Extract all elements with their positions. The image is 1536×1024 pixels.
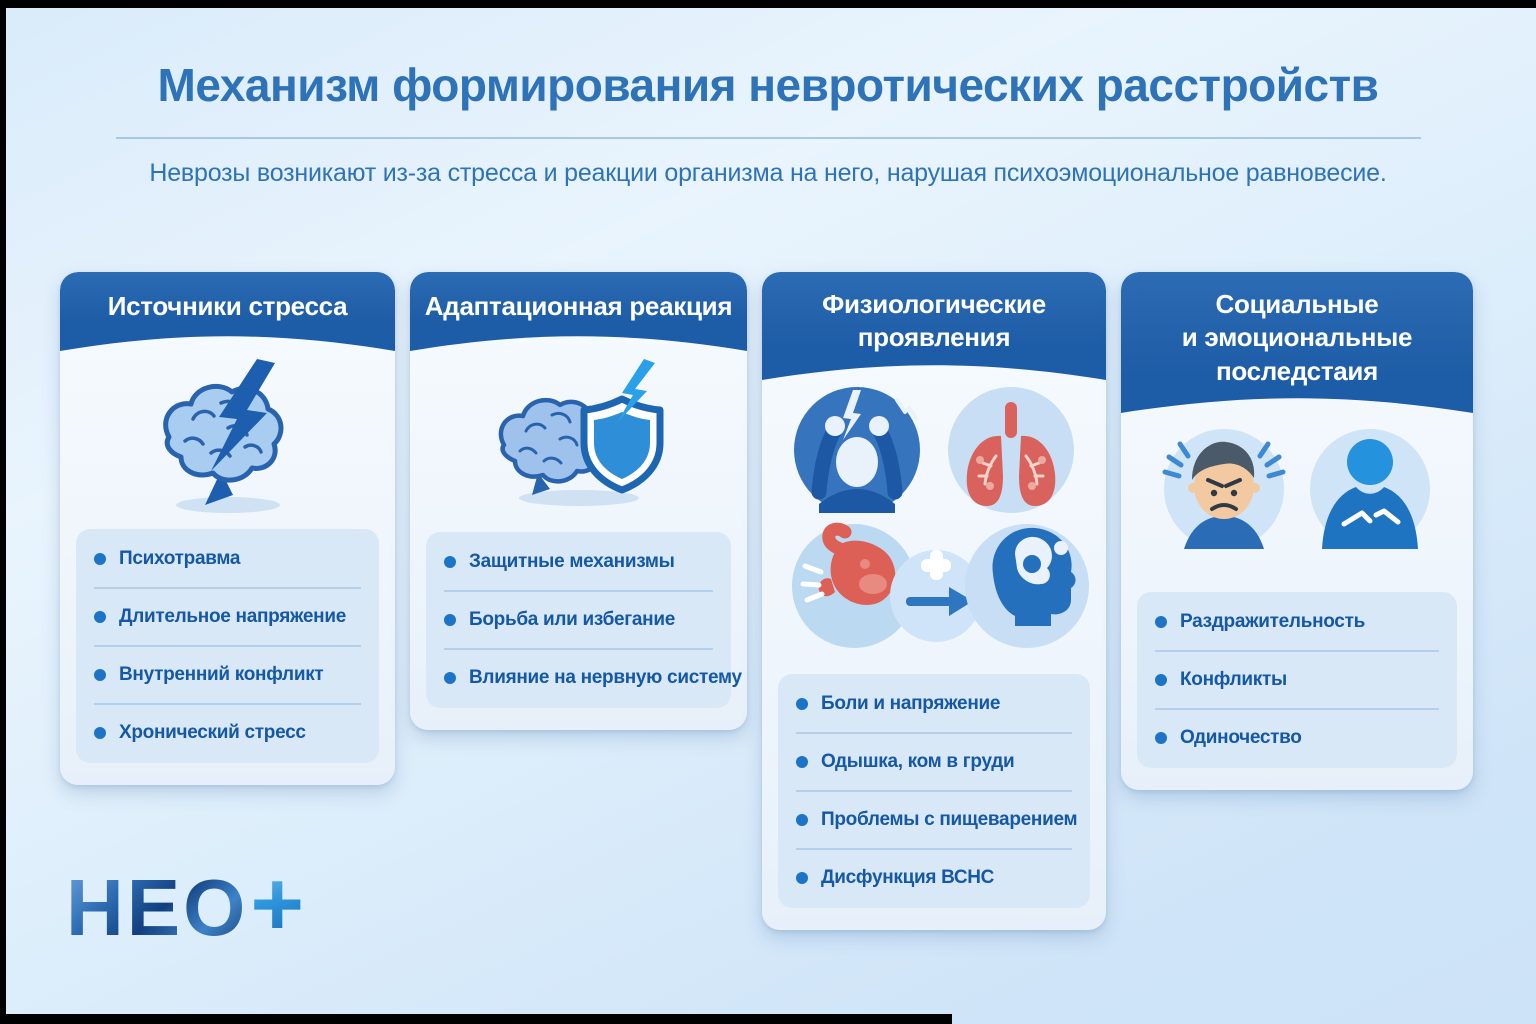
card-header <box>762 272 1106 380</box>
list-item-label: Влияние на нервную систему <box>469 667 742 688</box>
card-list <box>76 529 379 763</box>
list-item-label: Проблемы с пищеварением <box>821 809 1078 830</box>
list-item-label: Длительное напряжение <box>119 606 347 627</box>
page-subtitle: Неврозы возникают из-за стресса и реакции организма на него, нарушая психоэмоциональное равновесие. <box>149 159 1387 187</box>
list-item <box>444 650 742 706</box>
list-item <box>1155 710 1439 766</box>
card-list <box>426 532 742 708</box>
list-item-label: Одышка, ком в груди <box>821 751 1015 772</box>
card-title-line: Социальные <box>1215 289 1379 319</box>
list-item-label: Конфликты <box>1180 669 1287 690</box>
card-physiological <box>762 272 1106 930</box>
bullet-icon <box>444 556 456 568</box>
screen-edge-artifact-bottom <box>0 1014 952 1024</box>
physiological-symptoms-icons <box>769 380 1099 658</box>
card-stress-sources <box>60 272 395 785</box>
title-divider <box>116 137 1421 139</box>
list-item <box>796 792 1078 850</box>
neo-plus-logo <box>66 852 305 955</box>
header-wave-shape <box>762 356 1106 380</box>
bullet-icon <box>94 553 106 565</box>
headache-icon <box>794 387 920 513</box>
card-list <box>1137 592 1457 768</box>
card-title: Адаптационная реакция <box>424 291 733 322</box>
card-title-line: Физиологические <box>822 289 1046 319</box>
card-title: Источники стресса <box>107 291 348 322</box>
social-emotional-icons <box>1132 414 1462 564</box>
list-item <box>94 531 361 589</box>
list-item <box>444 534 713 592</box>
page-header <box>0 0 1536 188</box>
card-adaptation-reaction <box>410 272 747 730</box>
list-item-label: Борьба или избегание <box>469 609 675 630</box>
bullet-icon <box>796 698 808 710</box>
list-item-label: Хронический стресс <box>119 722 306 743</box>
header-wave-shape <box>410 327 747 351</box>
header-wave-shape <box>1121 389 1473 413</box>
brain-lightning-icon <box>133 355 323 515</box>
list-item-label: Одиночество <box>1180 727 1302 748</box>
screen-edge-artifact-top <box>0 0 1536 8</box>
brain-head-icon <box>965 524 1089 648</box>
bullet-icon <box>1155 616 1167 628</box>
card-header <box>60 272 395 351</box>
screen-edge-artifact-left <box>0 0 6 1024</box>
card-header <box>1121 272 1473 413</box>
card-list <box>778 674 1090 908</box>
list-item <box>94 705 361 761</box>
self-hug-person-icon <box>1310 429 1430 549</box>
card-icon-area <box>762 380 1106 658</box>
lungs-icon <box>948 387 1074 513</box>
list-item <box>444 592 713 650</box>
list-item-label: Внутренний конфликт <box>119 664 324 685</box>
list-item <box>796 850 1072 906</box>
angry-person-icon <box>1164 429 1284 549</box>
list-item <box>796 734 1072 792</box>
bullet-icon <box>94 727 106 739</box>
card-header <box>410 272 747 351</box>
bullet-icon <box>1155 674 1167 686</box>
list-item-label: Защитные механизмы <box>469 551 675 572</box>
bullet-icon <box>444 614 456 626</box>
card-social-emotional <box>1121 272 1473 790</box>
bullet-icon <box>94 669 106 681</box>
card-title-line: проявления <box>857 322 1011 353</box>
bullet-icon <box>796 872 808 884</box>
list-item <box>94 589 361 647</box>
bullet-icon <box>796 814 808 826</box>
list-item <box>796 676 1072 734</box>
list-item <box>94 647 361 705</box>
bullet-icon <box>444 672 456 684</box>
brain-shield-icon <box>474 353 684 508</box>
list-item <box>1155 594 1439 652</box>
list-item-label: Психотравма <box>119 548 241 569</box>
header-wave-shape <box>60 327 395 351</box>
card-icon-area <box>1121 413 1473 565</box>
card-title-line: последстаия <box>1215 355 1378 386</box>
logo-plus-icon: + <box>250 852 305 955</box>
card-icon-area <box>60 351 395 519</box>
card-icon-area <box>410 351 747 509</box>
bullet-icon <box>94 611 106 623</box>
card-title-line: и эмоциональные <box>1181 322 1413 353</box>
bullet-icon <box>796 756 808 768</box>
logo-text: НЕО <box>66 863 249 952</box>
bullet-icon <box>1155 732 1167 744</box>
list-item-label: Дисфункция ВСНС <box>821 867 995 888</box>
page-title: Механизм формирования невротических расстройств <box>157 59 1379 111</box>
cards-row <box>60 272 1473 930</box>
list-item <box>1155 652 1439 710</box>
list-item-label: Боли и напряжение <box>821 693 1001 714</box>
list-item-label: Раздражительность <box>1180 611 1365 632</box>
